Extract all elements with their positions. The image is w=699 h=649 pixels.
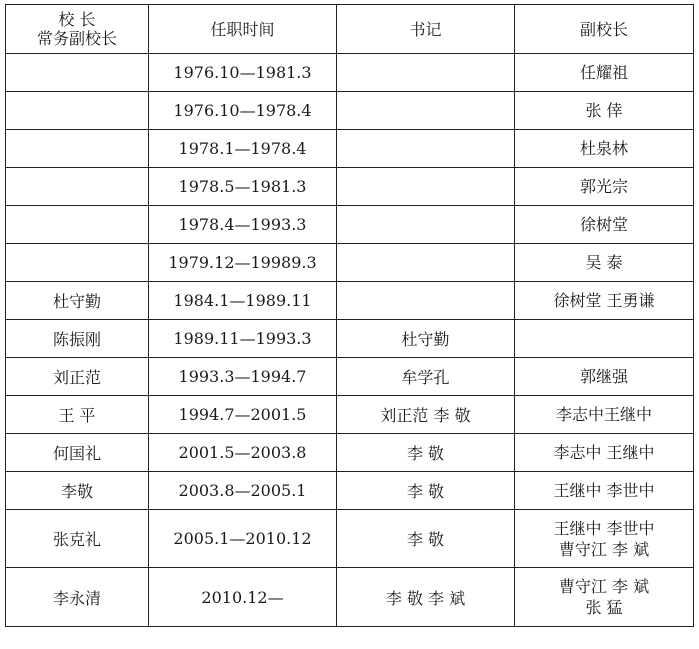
cell-principal [6,244,149,282]
header-vice-principal: 副校长 [515,5,694,54]
table-row [6,396,694,434]
header-principal-line2: 常务副校长 [36,29,117,48]
cell-vice-principal [515,510,694,568]
table-row [6,510,694,568]
vice-principal-line: 张 猛 [585,598,623,617]
cell-secretary: 杜守勤 [337,320,515,358]
table-row [6,358,694,396]
header-term: 任职时间 [149,5,337,54]
header-row [6,5,694,54]
table-row [6,282,694,320]
cell-secretary [337,92,515,130]
table-row [6,130,694,168]
cell-principal: 刘正范 [6,358,149,396]
cell-secretary: 李 敬 [337,434,515,472]
vice-principal-line: 郭继强 [579,367,628,386]
cell-secretary: 李 敬 [337,472,515,510]
cell-vice-principal [515,396,694,434]
vice-principal-line: 李志中 王继中 [553,443,655,462]
vice-principal-line: 李志中王继中 [555,405,652,424]
table-row [6,320,694,358]
cell-vice-principal [515,92,694,130]
cell-principal [6,130,149,168]
cell-vice-principal [515,568,694,627]
cell-vice-principal [515,244,694,282]
table-row [6,472,694,510]
vice-principal-line: 郭光宗 [579,177,628,196]
cell-principal: 杜守勤 [6,282,149,320]
cell-secretary [337,168,515,206]
cell-term: 1978.4—1993.3 [149,206,337,244]
cell-principal [6,206,149,244]
cell-principal [6,168,149,206]
cell-principal: 何国礼 [6,434,149,472]
cell-vice-principal [515,320,694,358]
cell-secretary: 李 敬 李 斌 [337,568,515,627]
cell-term: 1984.1—1989.11 [149,282,337,320]
header-secretary: 书记 [337,5,515,54]
cell-term: 2003.8—2005.1 [149,472,337,510]
table-row [6,168,694,206]
cell-secretary [337,206,515,244]
vice-principal-line: 曹守江 李 斌 [558,577,650,596]
table-body [6,54,694,627]
cell-vice-principal [515,54,694,92]
cell-vice-principal [515,472,694,510]
vice-principal-line: 吴 泰 [585,253,623,272]
cell-term: 1976.10—1981.3 [149,54,337,92]
cell-vice-principal [515,130,694,168]
cell-term: 2001.5—2003.8 [149,434,337,472]
cell-vice-principal [515,282,694,320]
cell-secretary: 刘正范 李 敬 [337,396,515,434]
cell-term: 1994.7—2001.5 [149,396,337,434]
vice-principal-line: 张 倖 [585,101,623,120]
vice-principal-line: 任耀祖 [579,63,628,82]
cell-vice-principal [515,358,694,396]
vice-principal-line: 曹守江 李 斌 [558,539,650,559]
cell-secretary [337,130,515,168]
cell-principal: 李敬 [6,472,149,510]
cell-secretary [337,54,515,92]
cell-secretary: 李 敬 [337,510,515,568]
vice-principal-line: 徐树堂 [579,215,628,234]
cell-term: 1989.11—1993.3 [149,320,337,358]
cell-principal: 李永清 [6,568,149,627]
cell-term: 2010.12— [149,568,337,627]
cell-term: 1976.10—1978.4 [149,92,337,130]
header-principal-line1: 校 长 [58,10,96,29]
vice-principal-line: 王继中 李世中 [553,481,655,500]
cell-principal: 张克礼 [6,510,149,568]
leadership-table-container [5,4,694,627]
cell-vice-principal [515,434,694,472]
table-row [6,434,694,472]
header-principal [6,5,149,54]
table-row [6,244,694,282]
cell-principal: 王 平 [6,396,149,434]
table-row [6,92,694,130]
cell-term: 1978.5—1981.3 [149,168,337,206]
cell-term: 1978.1—1978.4 [149,130,337,168]
table-row [6,54,694,92]
cell-term: 1979.12—19989.3 [149,244,337,282]
cell-principal [6,54,149,92]
cell-vice-principal [515,206,694,244]
table-header [6,5,694,54]
table-row [6,568,694,627]
cell-vice-principal [515,168,694,206]
table-row [6,206,694,244]
vice-principal-line: 徐树堂 王勇谦 [553,291,655,310]
cell-principal: 陈振刚 [6,320,149,358]
cell-term: 1993.3—1994.7 [149,358,337,396]
leadership-table [5,4,694,627]
cell-secretary [337,282,515,320]
cell-secretary [337,244,515,282]
cell-principal [6,92,149,130]
vice-principal-line: 杜泉林 [579,139,628,158]
cell-term: 2005.1—2010.12 [149,510,337,568]
cell-secretary: 牟学孔 [337,358,515,396]
vice-principal-line: 王继中 李世中 [553,518,655,538]
